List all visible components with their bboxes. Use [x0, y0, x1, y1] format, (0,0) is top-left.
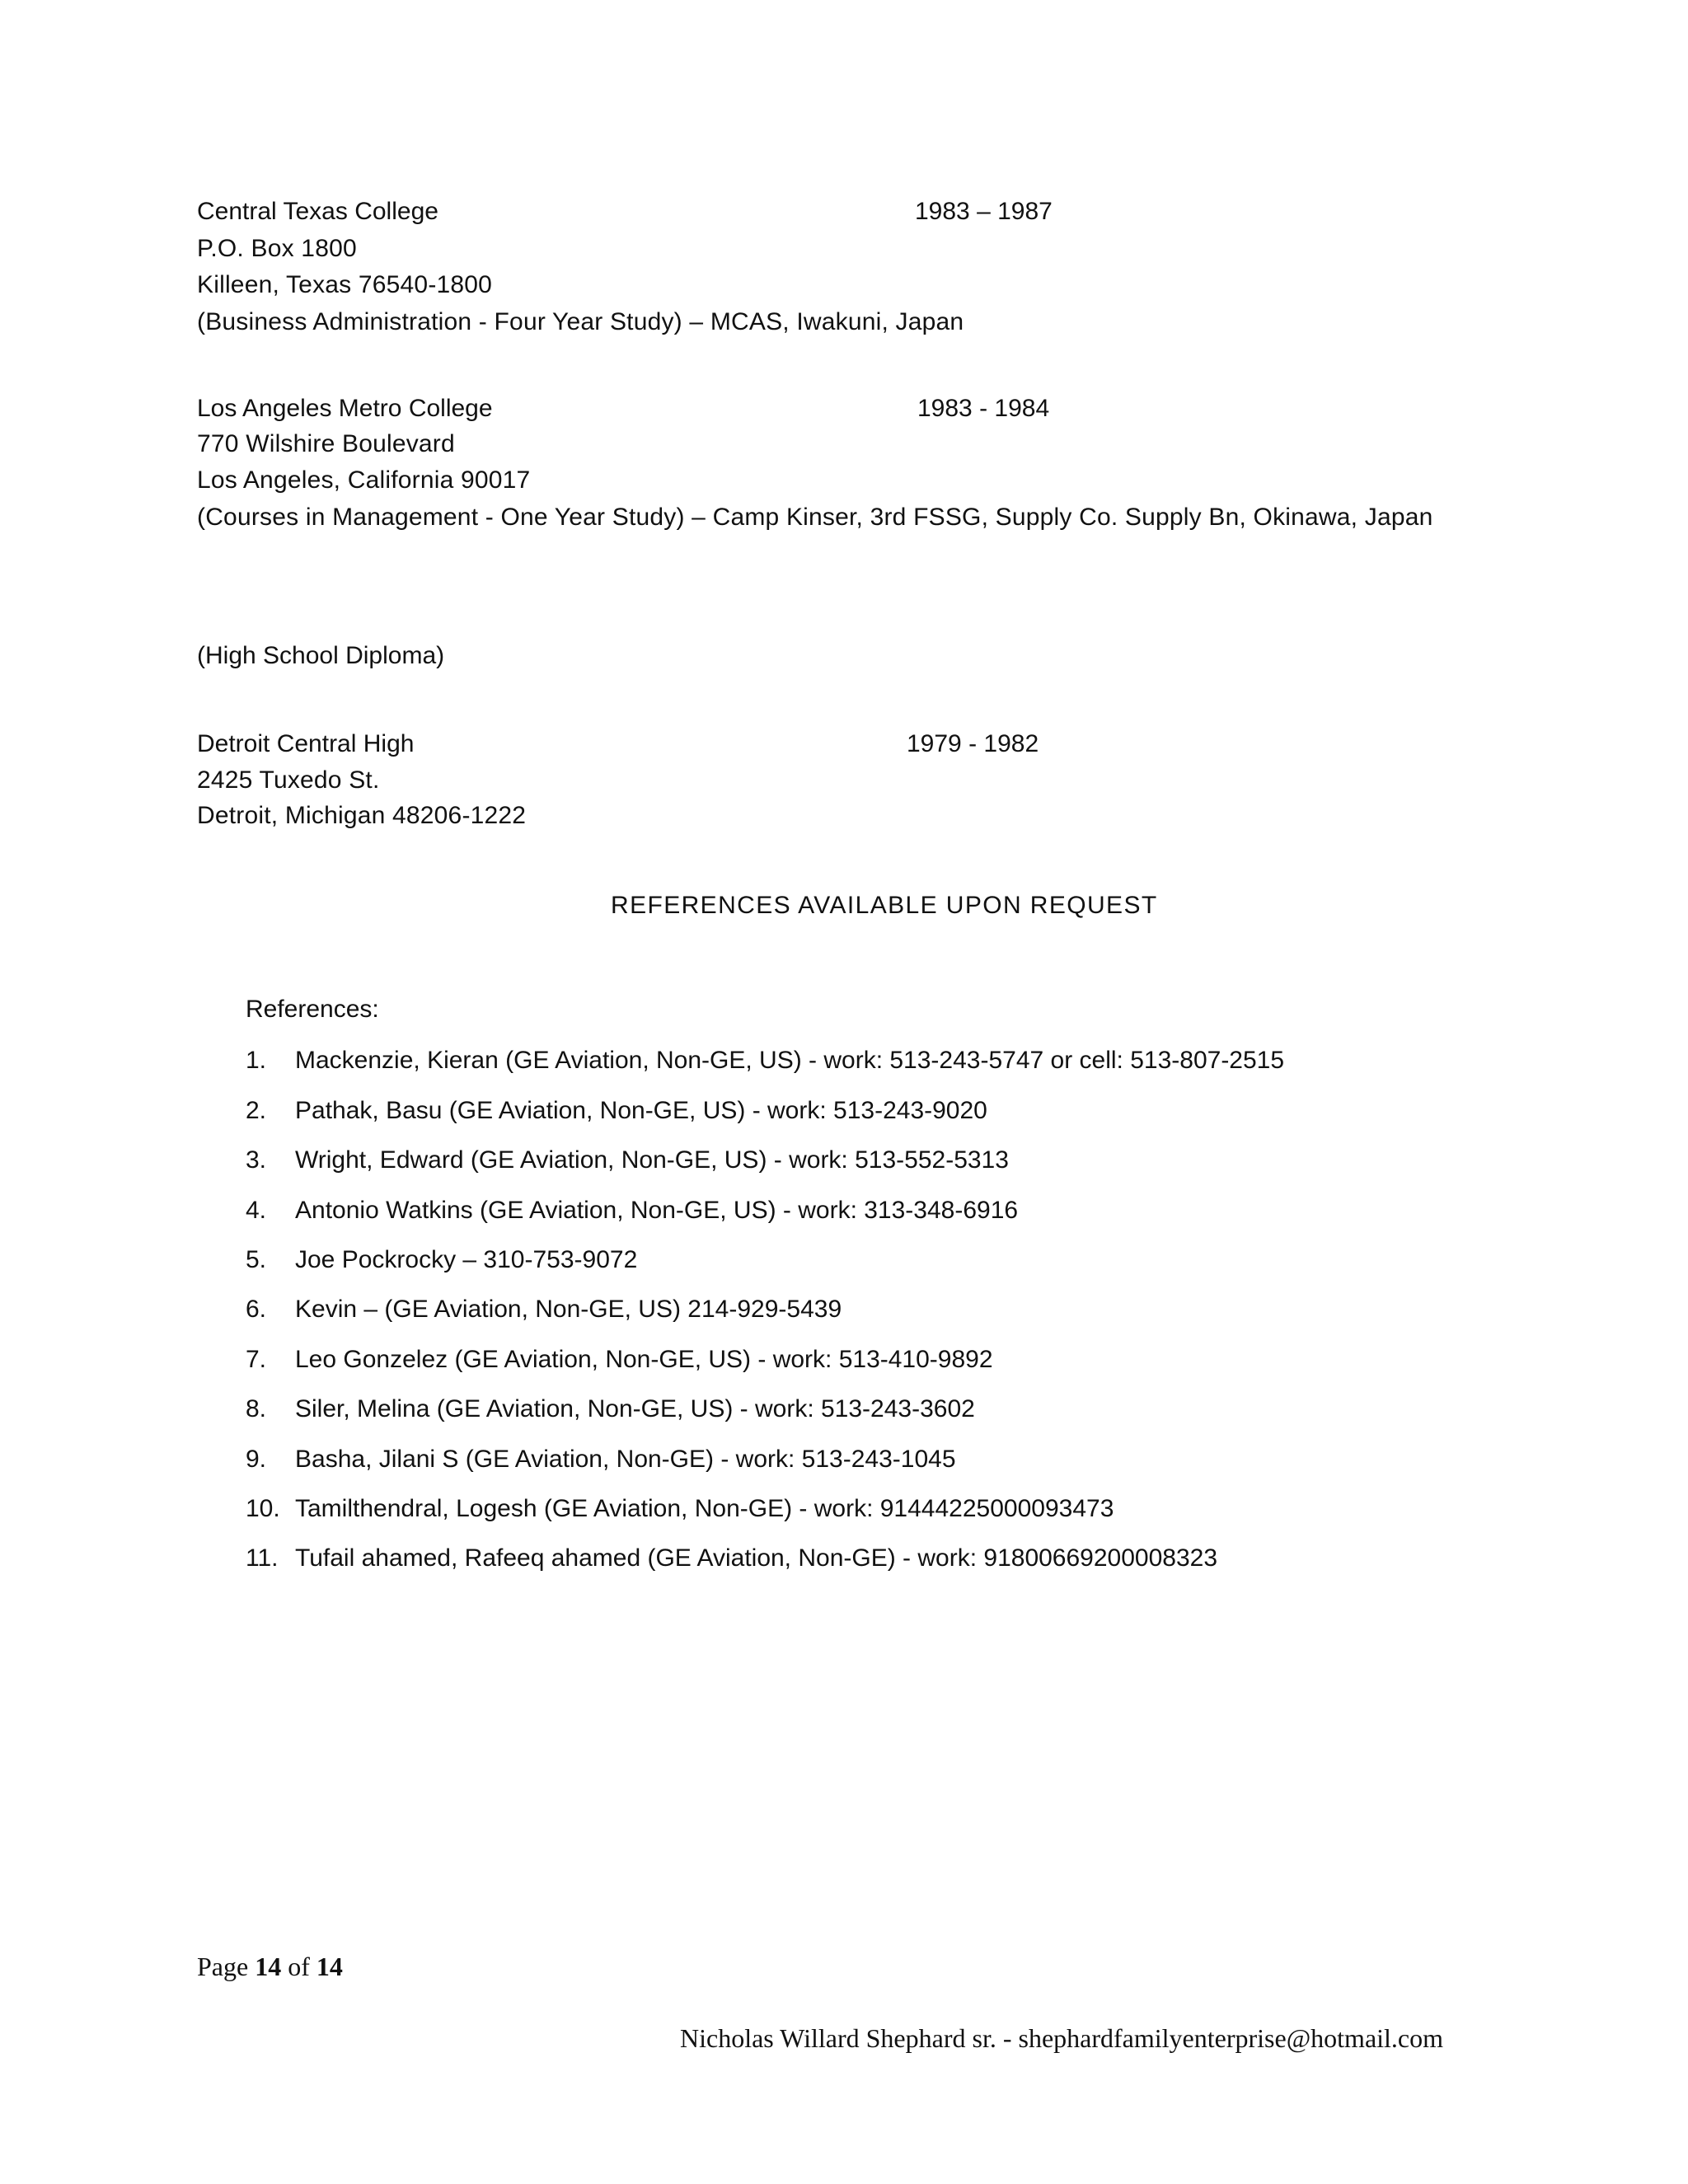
reference-text: Pathak, Basu (GE Aviation, Non-GE, US) - work: 513-243-9020: [295, 1097, 987, 1124]
reference-number: 11.: [246, 1544, 279, 1572]
page-number-of: of: [288, 1952, 310, 1981]
school-address-line: 2425 Tuxedo St.: [197, 766, 380, 794]
school-years-la-metro: 1983 - 1984: [917, 395, 1050, 422]
reference-text: Tufail ahamed, Rafeeq ahamed (GE Aviation, Non-GE) - work: 91800669200008323: [295, 1544, 1218, 1572]
school-name-central-texas: Central Texas College: [197, 198, 438, 225]
reference-item: [246, 1495, 1114, 1523]
reference-item: [246, 1047, 1284, 1075]
reference-item: [246, 1446, 956, 1474]
school-address-line: Killeen, Texas 76540-1800: [197, 271, 493, 298]
school-study-line: (Courses in Management - One Year Study) – Camp Kinser, 3rd FSSG, Supply Co. Supply Bn, Okinawa, Japan: [197, 504, 1433, 531]
reference-item: [246, 1097, 987, 1125]
reference-text: Mackenzie, Kieran (GE Aviation, Non-GE, US) - work: 513-243-5747 or cell: 513-807-2515: [295, 1047, 1285, 1074]
reference-text: Joe Pockrocky – 310-753-9072: [295, 1246, 638, 1273]
school-name-la-metro: Los Angeles Metro College: [197, 395, 493, 422]
reference-item: [246, 1544, 1217, 1572]
school-years-central-texas: 1983 – 1987: [915, 198, 1053, 225]
reference-number: 5.: [246, 1246, 267, 1273]
reference-text: Wright, Edward (GE Aviation, Non-GE, US) - work: 513-552-5313: [295, 1146, 1009, 1174]
references-notice: REFERENCES AVAILABLE UPON REQUEST: [611, 892, 1158, 919]
reference-text: Siler, Melina (GE Aviation, Non-GE, US) - work: 513-243-3602: [295, 1395, 975, 1422]
reference-item: [246, 1395, 975, 1423]
high-school-heading: (High School Diploma): [197, 642, 445, 669]
reference-item: [246, 1197, 1018, 1225]
reference-number: 2.: [246, 1097, 267, 1124]
reference-number: 3.: [246, 1146, 267, 1174]
reference-text: Leo Gonzelez (GE Aviation, Non-GE, US) - work: 513-410-9892: [295, 1346, 993, 1373]
reference-number: 6.: [246, 1296, 267, 1323]
references-label: References:: [246, 996, 379, 1023]
page-number-prefix: Page: [197, 1952, 249, 1981]
page-number-total: 14: [316, 1952, 343, 1981]
reference-item: [246, 1346, 993, 1374]
school-address-line: Detroit, Michigan 48206-1222: [197, 802, 527, 829]
reference-number: 7.: [246, 1346, 267, 1373]
reference-item: [246, 1146, 1009, 1174]
school-address-line: P.O. Box 1800: [197, 235, 357, 262]
reference-item: [246, 1296, 842, 1324]
school-study-line: (Business Administration - Four Year Study) – MCAS, Iwakuni, Japan: [197, 308, 964, 335]
reference-item: [246, 1246, 637, 1274]
page-number: [197, 1952, 343, 1982]
school-address-line: 770 Wilshire Boulevard: [197, 430, 455, 457]
reference-number: 4.: [246, 1197, 267, 1224]
reference-text: Antonio Watkins (GE Aviation, Non-GE, US) - work: 313-348-6916: [295, 1197, 1019, 1224]
reference-number: 10.: [246, 1495, 280, 1522]
page-number-current: 14: [255, 1952, 282, 1981]
school-years-detroit-central: 1979 - 1982: [907, 730, 1039, 757]
reference-number: 9.: [246, 1446, 267, 1473]
school-address-line: Los Angeles, California 90017: [197, 466, 531, 494]
reference-number: 1.: [246, 1047, 267, 1074]
school-name-detroit-central: Detroit Central High: [197, 730, 415, 757]
reference-text: Basha, Jilani S (GE Aviation, Non-GE) - work: 513-243-1045: [295, 1446, 956, 1473]
footer-signature: Nicholas Willard Shephard sr. - shephardfamilyenterprise@hotmail.com: [680, 2023, 1444, 2053]
reference-text: Kevin – (GE Aviation, Non-GE, US) 214-929-5439: [295, 1296, 842, 1323]
reference-text: Tamilthendral, Logesh (GE Aviation, Non-GE) - work: 91444225000093473: [295, 1495, 1114, 1522]
reference-number: 8.: [246, 1395, 267, 1422]
